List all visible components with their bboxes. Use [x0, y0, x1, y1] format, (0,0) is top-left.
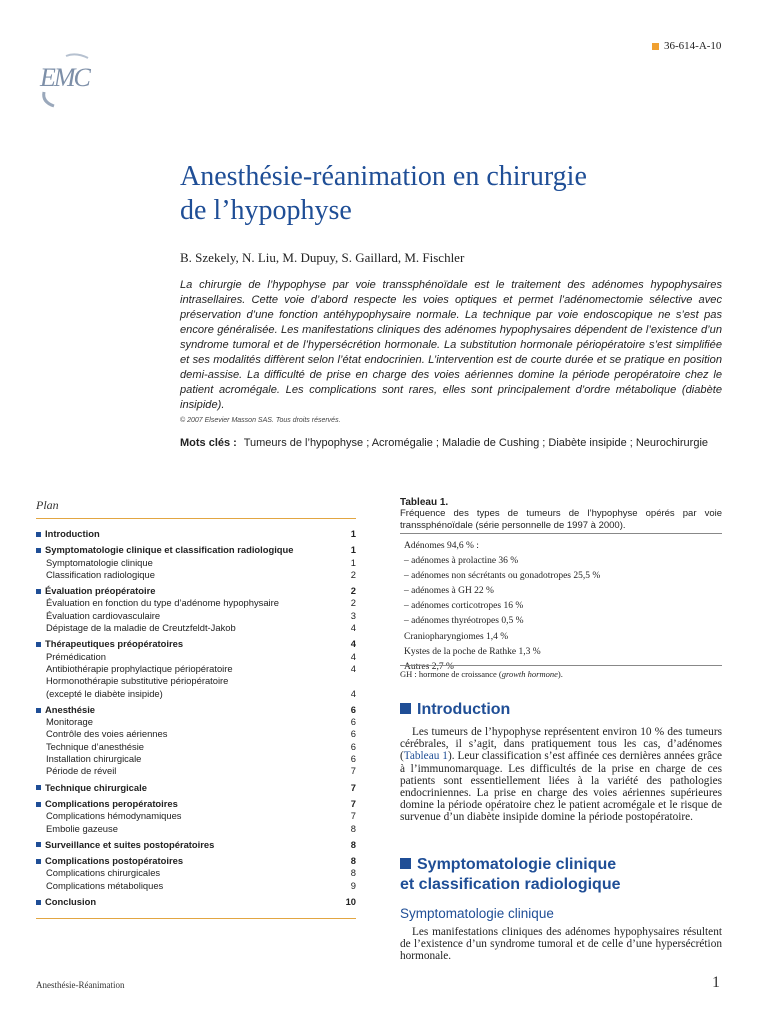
plan-item-label	[46, 741, 144, 753]
plan-item-page: 1	[350, 556, 356, 568]
keywords	[180, 437, 708, 449]
doc-ref-number: 36-614-A-10	[664, 40, 722, 52]
plan-item-page: 4	[350, 638, 356, 650]
plan-item-label	[46, 753, 141, 765]
plan-item-page: 9	[350, 879, 356, 891]
plan-item-page: 6	[350, 740, 356, 752]
introduction-heading	[400, 700, 510, 720]
plan-item-text: Contrôle des voies aériennes	[46, 728, 168, 740]
plan-item-text: Complications peropératoires	[45, 797, 178, 809]
emc-logo	[36, 48, 96, 110]
symptomatology-heading	[400, 855, 621, 895]
authors: B. Szekely, N. Liu, M. Dupuy, S. Gaillard, M. Fischler	[180, 250, 465, 265]
blue-square-icon	[36, 785, 41, 790]
plan-item-text: Anesthésie	[45, 703, 96, 715]
table-1-link[interactable]: Tableau 1	[403, 750, 448, 763]
table-note-suffix: ).	[557, 669, 563, 679]
plan-item-label	[36, 855, 183, 867]
plan-item-label	[36, 544, 293, 556]
plan-item-text: Monitorage	[46, 716, 93, 728]
plan-item-label	[46, 716, 93, 728]
introduction-paragraph	[400, 726, 722, 824]
plan-item-text: Installation chirurgicale	[46, 753, 142, 765]
plan-section-item[interactable]	[36, 896, 356, 908]
plan-item-text: Thérapeutiques préopératoires	[45, 638, 184, 650]
plan-section-item[interactable]	[36, 839, 356, 851]
plan-item-text: Hormonothérapie substitutive périopératoire	[46, 675, 229, 687]
plan-subsection-item[interactable]	[36, 610, 356, 622]
plan-item-label	[36, 638, 183, 650]
plan-item-label	[46, 728, 167, 740]
blue-square-icon	[36, 532, 41, 537]
abstract: La chirurgie de l’hypophyse par voie transsphénoïdale est le traitement des adénomes hypophysaires intrasellaires. Cette voie d’abord respecte les voies optiques et permet l’adénomectomie sélective avec préservation d’une fonction antéhypophysaire normale. La technique par voie endoscopique ne s’est pas encore généralisée. Les manifestations cliniques des adénomes hypophysaires dépendent de l’existence d’un syndrome tumoral et de l’hypersécrétion hormonale. La substitution hormonale périopératoire s’est simplifiée et ses modalités diffèrent selon l’état endocrinien. L’intervention est de courte durée et se pratique en position demi-assise. La difficulté de prise en charge des voies aériennes domine la période peropératoire chez le patient acromégale. Les complications sont rares, elles sont principalement d’ordre métabolique (diabète insipide).	[180, 279, 722, 411]
plan-item-page: 6	[350, 728, 356, 740]
table-caption: Fréquence des types de tumeurs de l’hypophyse opérés par voie transsphénoïdale (série personnelle de 1997 à 2000).	[400, 508, 722, 531]
plan-item-text: Symptomatologie clinique	[46, 556, 153, 568]
blue-square-icon	[36, 802, 41, 807]
table-note-italic: growth hormone	[501, 669, 558, 679]
plan-item-page: 4	[350, 687, 356, 699]
plan-subsection-item[interactable]	[36, 741, 356, 753]
plan-item-page: 1	[350, 544, 356, 556]
plan-item-page: 7	[350, 765, 356, 777]
plan-subsection-item[interactable]	[36, 622, 356, 634]
plan-item-label	[46, 622, 236, 634]
plan-subsection-item[interactable]	[36, 880, 356, 892]
page-number: 1	[712, 974, 720, 991]
plan-item-page: 8	[350, 855, 356, 867]
plan-item-label	[46, 823, 118, 835]
plan-item-text: Évaluation préopératoire	[45, 585, 156, 597]
plan-item-text: Surveillance et suites postopératoires	[45, 838, 215, 850]
table-note	[400, 669, 563, 679]
plan-item-page: 3	[350, 609, 356, 621]
plan-section-item[interactable]	[36, 704, 356, 716]
plan-item-label	[46, 569, 155, 581]
plan-subsection-item[interactable]	[36, 557, 356, 569]
plan-item-label	[46, 675, 228, 687]
blue-square-icon	[400, 703, 411, 714]
plan-subsection-item[interactable]	[36, 597, 356, 609]
table-row: – adénomes non sécrétants ou gonadotropes 25,5 %	[404, 571, 601, 582]
plan-item-label	[36, 704, 95, 716]
table-rows	[404, 539, 600, 675]
blue-square-icon	[400, 858, 411, 869]
plan-item-text: Période de réveil	[46, 765, 117, 777]
plan-section-item[interactable]	[36, 544, 356, 556]
plan-item-page: 4	[350, 622, 356, 634]
introduction-text-b: ). Leur classification s’est affinée ces dernières années grâce à l’immunomarquage. Les difficultés de la prise en charge de ces patients sont essentiellement liées à la variété des pathologies endocriniennes. La prise en charge des voies aériennes supérieures domine la période opératoire chez le patient acromégale et le risque de survenue d’un diabète insipide domine la période postopératoire.	[400, 750, 722, 824]
document-reference	[652, 40, 721, 52]
plan-item-page: 7	[350, 797, 356, 809]
plan-item-text: Conclusion	[45, 896, 97, 908]
plan-item-page: 8	[350, 822, 356, 834]
table-row: Craniopharyngiomes 1,4 %	[404, 631, 509, 642]
plan-item-page: 1	[350, 528, 356, 539]
plan-section-item[interactable]	[36, 585, 356, 597]
plan-item-page: 8	[350, 867, 356, 879]
blue-square-icon	[36, 842, 41, 847]
plan-item-text: Complications chirurgicales	[46, 867, 161, 879]
table-row: – adénomes à prolactine 36 %	[404, 556, 519, 567]
table-title: Tableau 1.	[400, 497, 449, 508]
plan-subsection-item[interactable]	[36, 823, 356, 835]
plan-item-label	[46, 663, 233, 675]
plan-title: Plan	[36, 498, 59, 512]
table-row: Autres 2,7 %	[404, 661, 454, 672]
plan-item-text: Complications postopératoires	[45, 855, 184, 867]
plan-subsection-item[interactable]	[36, 810, 356, 822]
plan-item-label	[36, 782, 147, 794]
blue-square-icon	[36, 642, 41, 647]
plan-item-label	[46, 867, 160, 879]
plan-item-label	[46, 651, 106, 663]
plan-subsection-item[interactable]	[36, 753, 356, 765]
plan-item-page: 6	[350, 716, 356, 728]
plan-divider	[36, 518, 356, 519]
plan-subsection-item[interactable]	[36, 675, 356, 687]
table-row: – adénomes thyréotropes 0,5 %	[404, 616, 524, 627]
plan-item-page: 8	[350, 838, 356, 850]
plan-subsection-item[interactable]	[36, 716, 356, 728]
table-note-prefix: GH : hormone de croissance (	[400, 669, 502, 679]
table-row: Kystes de la poche de Rathke 1,3 %	[404, 646, 541, 657]
plan-item-label	[46, 765, 116, 777]
plan-item-page: 10	[345, 896, 356, 908]
plan-bottom-divider	[36, 918, 356, 919]
plan-subsection-item[interactable]	[36, 688, 356, 700]
plan-item-label	[46, 597, 279, 609]
plan-item-label	[36, 528, 100, 540]
plan-item-text: Antibiothérapie prophylactique périopératoire	[46, 662, 233, 674]
plan-item-label	[36, 585, 155, 597]
plan-subsection-item[interactable]	[36, 728, 356, 740]
plan-section-item[interactable]	[36, 638, 356, 650]
plan-item-text: Technique d’anesthésie	[46, 740, 144, 752]
article-title	[180, 160, 740, 228]
plan-item-page: 4	[350, 650, 356, 662]
plan-subsection-item[interactable]	[36, 569, 356, 581]
title-line-2: de l’hypophyse	[180, 195, 352, 226]
blue-square-icon	[36, 548, 41, 553]
blue-square-icon	[36, 708, 41, 713]
plan-item-page: 4	[350, 662, 356, 674]
introduction-heading-text: Introduction	[417, 701, 511, 718]
plan-item-text: Évaluation en fonction du type d’adénome hypophysaire	[46, 597, 279, 609]
plan-item-text: Technique chirurgicale	[45, 781, 147, 793]
plan-item-label	[46, 810, 181, 822]
plan-item-page: 6	[350, 703, 356, 715]
blue-square-icon	[36, 589, 41, 594]
plan-section-item[interactable]	[36, 798, 356, 810]
plan-item-label	[36, 798, 178, 810]
plan-subsection-item[interactable]	[36, 651, 356, 663]
footer-journal: Anesthésie-Réanimation	[36, 980, 125, 990]
plan-item-label	[36, 839, 214, 851]
plan-item-page: 2	[350, 568, 356, 580]
keywords-label: Mots clés :	[180, 437, 237, 449]
plan-item-label	[46, 880, 163, 892]
plan-item-label	[36, 896, 96, 908]
plan-list	[36, 528, 356, 908]
plan-item-text: Évaluation cardiovasculaire	[46, 609, 161, 621]
sympt-text: Les manifestations cliniques des adénomes hypophysaires résultent de l’existence d’un syndrome tumoral et de celle d’une hypersécrétion hormonale.	[400, 926, 722, 963]
symptomatology-subheading: Symptomatologie clinique	[400, 906, 554, 921]
keywords-list: Tumeurs de l’hypophyse ; Acromégalie ; Maladie de Cushing ; Diabète insipide ; Neurochirurgie	[243, 437, 709, 449]
svg-text:EMC: EMC	[40, 63, 89, 92]
plan-item-text: Complications hémodynamiques	[46, 810, 182, 822]
plan-section-item[interactable]	[36, 528, 356, 540]
plan-item-text: Classification radiologique	[46, 568, 155, 580]
plan-item-label	[46, 557, 153, 569]
orange-square-icon	[652, 43, 659, 50]
table-bottom-rule	[400, 665, 722, 666]
symptomatology-paragraph	[400, 926, 722, 963]
plan-item-text: Complications métaboliques	[46, 879, 164, 891]
blue-square-icon	[36, 859, 41, 864]
table-row: – adénomes corticotropes 16 %	[404, 601, 524, 612]
table-top-rule	[400, 533, 722, 534]
sympt-heading-line-1: Symptomatologie clinique	[417, 856, 617, 873]
table-row: Adénomes 94,6 % :	[404, 541, 479, 551]
plan-subsection-item[interactable]	[36, 663, 356, 675]
plan-item-page	[342, 675, 356, 687]
introduction-text-a: Les tumeurs de l’hypophyse représentent environ 10 % des tumeurs cérébrales, il s’agit, dans pratiquement tous les cas, d’adénomes (	[400, 726, 722, 763]
plan-subsection-item[interactable]	[36, 867, 356, 879]
plan-item-label	[46, 688, 163, 700]
plan-item-page: 6	[350, 753, 356, 765]
table-row: – adénomes à GH 22 %	[404, 586, 494, 597]
plan-item-page: 7	[350, 781, 356, 793]
plan-section-item[interactable]	[36, 855, 356, 867]
blue-square-icon	[36, 900, 41, 905]
title-line-1: Anesthésie-réanimation en chirurgie	[180, 161, 587, 192]
plan-item-page: 7	[350, 810, 356, 822]
copyright: © 2007 Elsevier Masson SAS. Tous droits réservés.	[180, 417, 341, 424]
plan-item-text: Dépistage de la maladie de Creutzfeldt-Jakob	[46, 622, 236, 634]
plan-item-text: Symptomatologie clinique et classification radiologique	[45, 544, 294, 556]
plan-item-label	[46, 610, 160, 622]
plan-item-text: Embolie gazeuse	[46, 822, 118, 834]
plan-item-page: 2	[350, 585, 356, 597]
plan-subsection-item[interactable]	[36, 765, 356, 777]
plan-item-text: Introduction	[45, 528, 100, 539]
plan-item-page: 2	[350, 597, 356, 609]
plan-item-text: (excepté le diabète insipide)	[46, 687, 163, 699]
plan-section-item[interactable]	[36, 782, 356, 794]
sympt-heading-line-2: et classification radiologique	[400, 876, 621, 893]
plan-item-text: Prémédication	[46, 650, 106, 662]
